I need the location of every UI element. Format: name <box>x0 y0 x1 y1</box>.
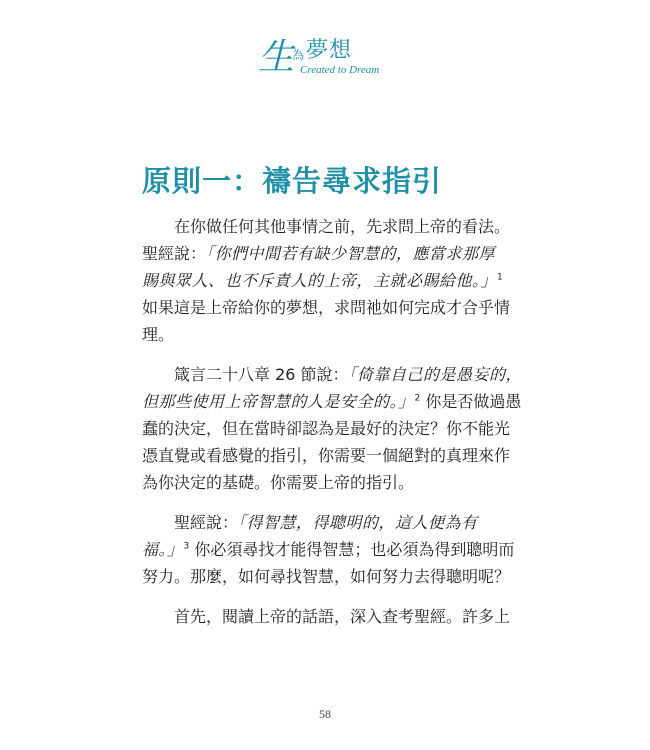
footnote-marker: 3 <box>183 541 190 552</box>
scripture-quote: 「倚靠自己的是愚妄的， <box>348 365 523 384</box>
text-line <box>142 240 504 267</box>
footnote-marker: 1 <box>497 272 503 283</box>
text-line <box>142 469 504 496</box>
text-line <box>142 415 511 442</box>
body-text-run: 首先，閱讀上帝的話語，深入查考聖經。許多上 <box>174 607 511 626</box>
paragraph-1 <box>142 213 511 348</box>
logo-main-title: 夢想 <box>306 38 353 63</box>
text-line <box>142 388 522 415</box>
body-text-run: 憑直覺或看感覺的指引，你需要一個絕對的真理來作 <box>142 446 511 465</box>
text-line <box>142 442 511 469</box>
text-line <box>142 603 511 630</box>
logo-subtitle: Created to Dream <box>300 64 380 76</box>
body-text-run: 聖經說： <box>174 513 239 532</box>
text-line <box>142 563 511 590</box>
text-line <box>142 267 504 294</box>
body-text-run: 蠢的決定，但在當時卻認為是最好的決定？你不能光 <box>142 419 511 438</box>
book-logo <box>258 38 408 82</box>
text-line <box>142 361 523 388</box>
paragraph-4 <box>142 603 511 630</box>
logo-script-glyph: 生 <box>258 37 295 78</box>
text-line <box>142 536 515 563</box>
footnote-marker: 2 <box>414 393 421 404</box>
body-text-run: 努力。那麼，如何尋找智慧，如何努力去得聰明呢？ <box>142 567 511 586</box>
body-text-run: 箴言二十八章 26 節說： <box>174 365 349 384</box>
body-text-run: 你是否做過愚 <box>420 392 522 411</box>
page-number: 58 <box>319 707 331 721</box>
scripture-quote: 賜與眾人、也不斥責人的上帝，主就必賜給他。」 <box>142 271 498 290</box>
text-line <box>142 321 504 348</box>
paragraph-3 <box>142 509 515 590</box>
text-line <box>142 294 511 321</box>
scripture-quote: 但那些使用上帝智慧的人是安全的。」 <box>142 392 415 411</box>
body-text-run: 在你做任何其他事情之前，先求問上帝的看法。 <box>174 217 511 236</box>
chapter-title: 原則一：禱告尋求指引 <box>142 164 443 198</box>
body-text-run: 你必須尋找才能得智慧；也必須為得到聰明而 <box>189 540 515 559</box>
text-line <box>142 213 511 240</box>
scripture-quote: 福。」 <box>142 540 184 559</box>
body-text-run: 如果這是上帝給你的夢想，求問祂如何完成才合乎情 <box>142 298 511 317</box>
scripture-quote: 「你們中間若有缺少智慧的，應當求那厚 <box>206 244 496 263</box>
body-text-run: 理。 <box>142 325 175 344</box>
paragraph-2 <box>142 361 523 496</box>
scripture-quote: 「得智慧，得聰明的，這人便為有 <box>238 513 478 532</box>
body-text-run: 聖經說： <box>142 244 207 263</box>
logo-small-glyph: 為 <box>292 48 305 62</box>
text-line <box>142 509 504 536</box>
body-text-run: 為你決定的基礎。你需要上帝的指引。 <box>142 473 415 492</box>
